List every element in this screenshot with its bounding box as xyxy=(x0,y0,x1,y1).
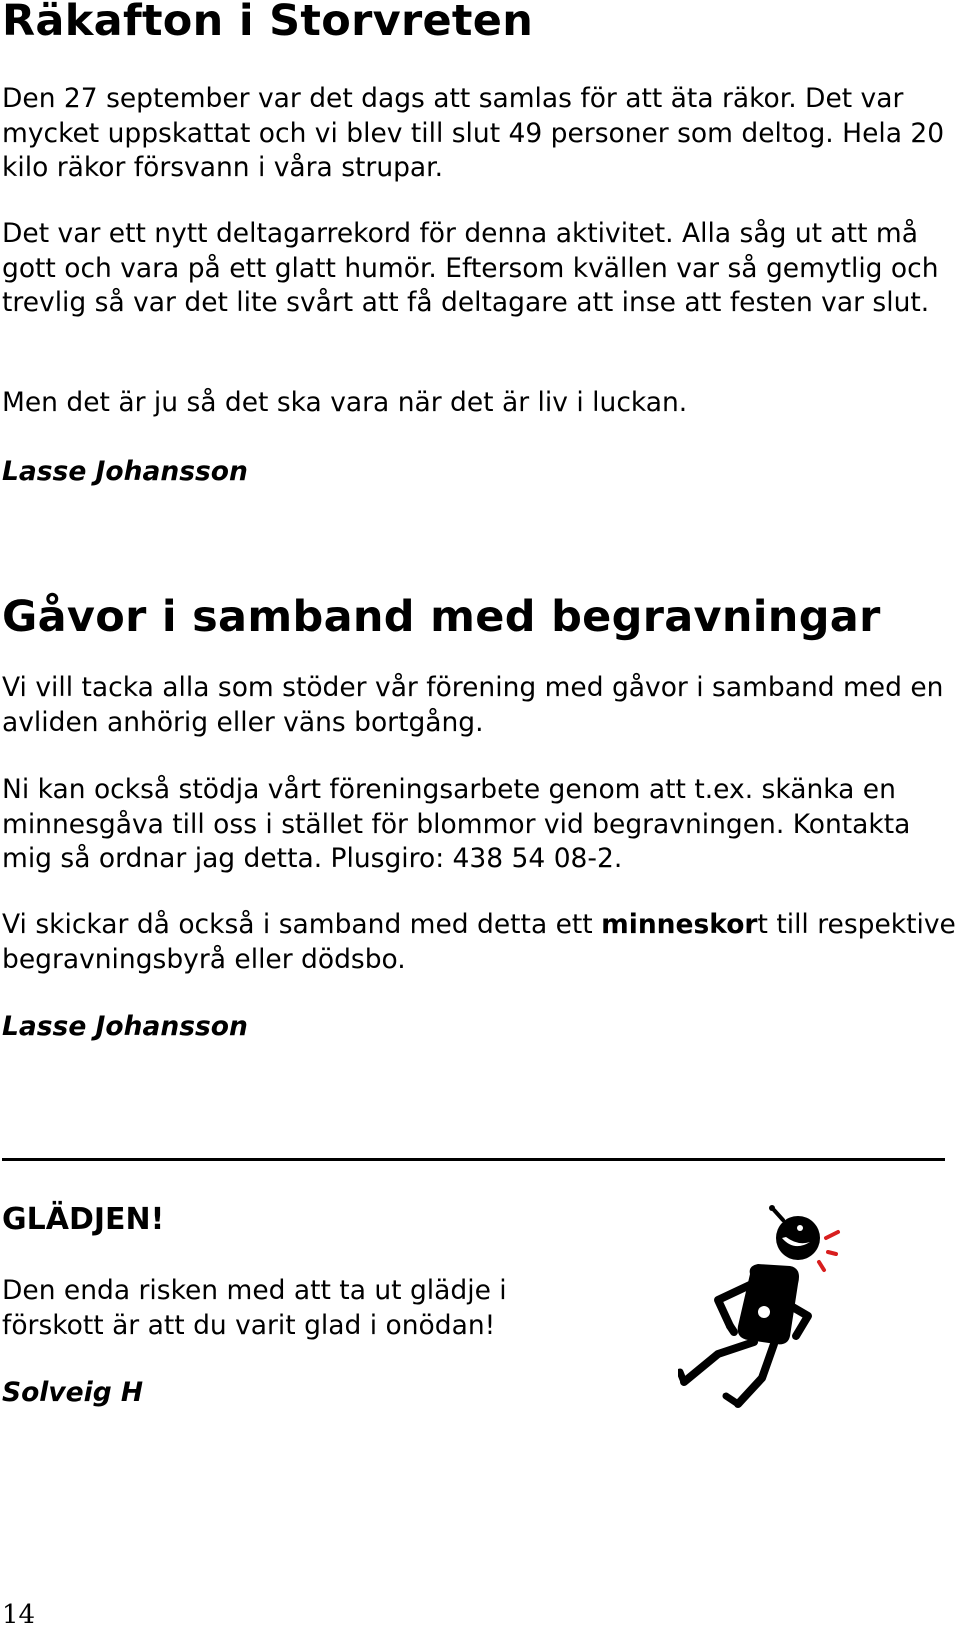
article-paragraph: Den 27 september var det dags att samlas för att äta räkor. Det var mycket uppskattat och vi blev till slut 49 personer som deltog. Hela 20 kilo räkor försvann i våra strupar. xyxy=(2,83,945,183)
section-divider xyxy=(2,1158,945,1161)
article-signature: Lasse Johansson xyxy=(2,456,248,487)
article-paragraph: Den enda risken med att ta ut glädje i förskott är att du varit glad i onödan! xyxy=(2,1275,507,1341)
article-title: Räkafton i Storvreten xyxy=(2,0,534,46)
article-signature: Solveig H xyxy=(2,1377,144,1408)
article-paragraph: Vi vill tacka alla som stöder vår förening med gåvor i samband med en avliden anhörig eller väns bortgång. xyxy=(2,672,944,738)
text-run: Vi skickar då också i samband med detta ett xyxy=(2,909,602,940)
text-run: t till respektive begravningsbyrå eller dödsbo. xyxy=(2,909,956,975)
article-title: GLÄDJEN! xyxy=(2,1202,165,1237)
bold-text-run: minneskor xyxy=(601,909,758,940)
article-paragraph: Det var ett nytt deltagarrekord för denna aktivitet. Alla såg ut att må gott och vara på ett glatt humör. Eftersom kvällen var så gemytlig och trevlig så var det lite svårt att få deltagare att inse att festen var slut. xyxy=(2,218,939,318)
article-paragraph xyxy=(2,908,957,977)
article-paragraph: Ni kan också stödja vårt föreningsarbete genom att t.ex. skänka en minnesgåva till oss i stället för blommor vid begravningen. Kontakta mig så ordnar jag detta. Plusgiro: 438 54 08-2. xyxy=(2,774,911,874)
article-title: Gåvor i samband med begravningar xyxy=(2,592,881,642)
article-paragraph: Men det är ju så det ska vara när det är liv i luckan. xyxy=(2,387,688,418)
happy-running-figure-icon xyxy=(678,1204,858,1414)
page-number: 14 xyxy=(2,1600,36,1630)
article-signature: Lasse Johansson xyxy=(2,1011,248,1042)
